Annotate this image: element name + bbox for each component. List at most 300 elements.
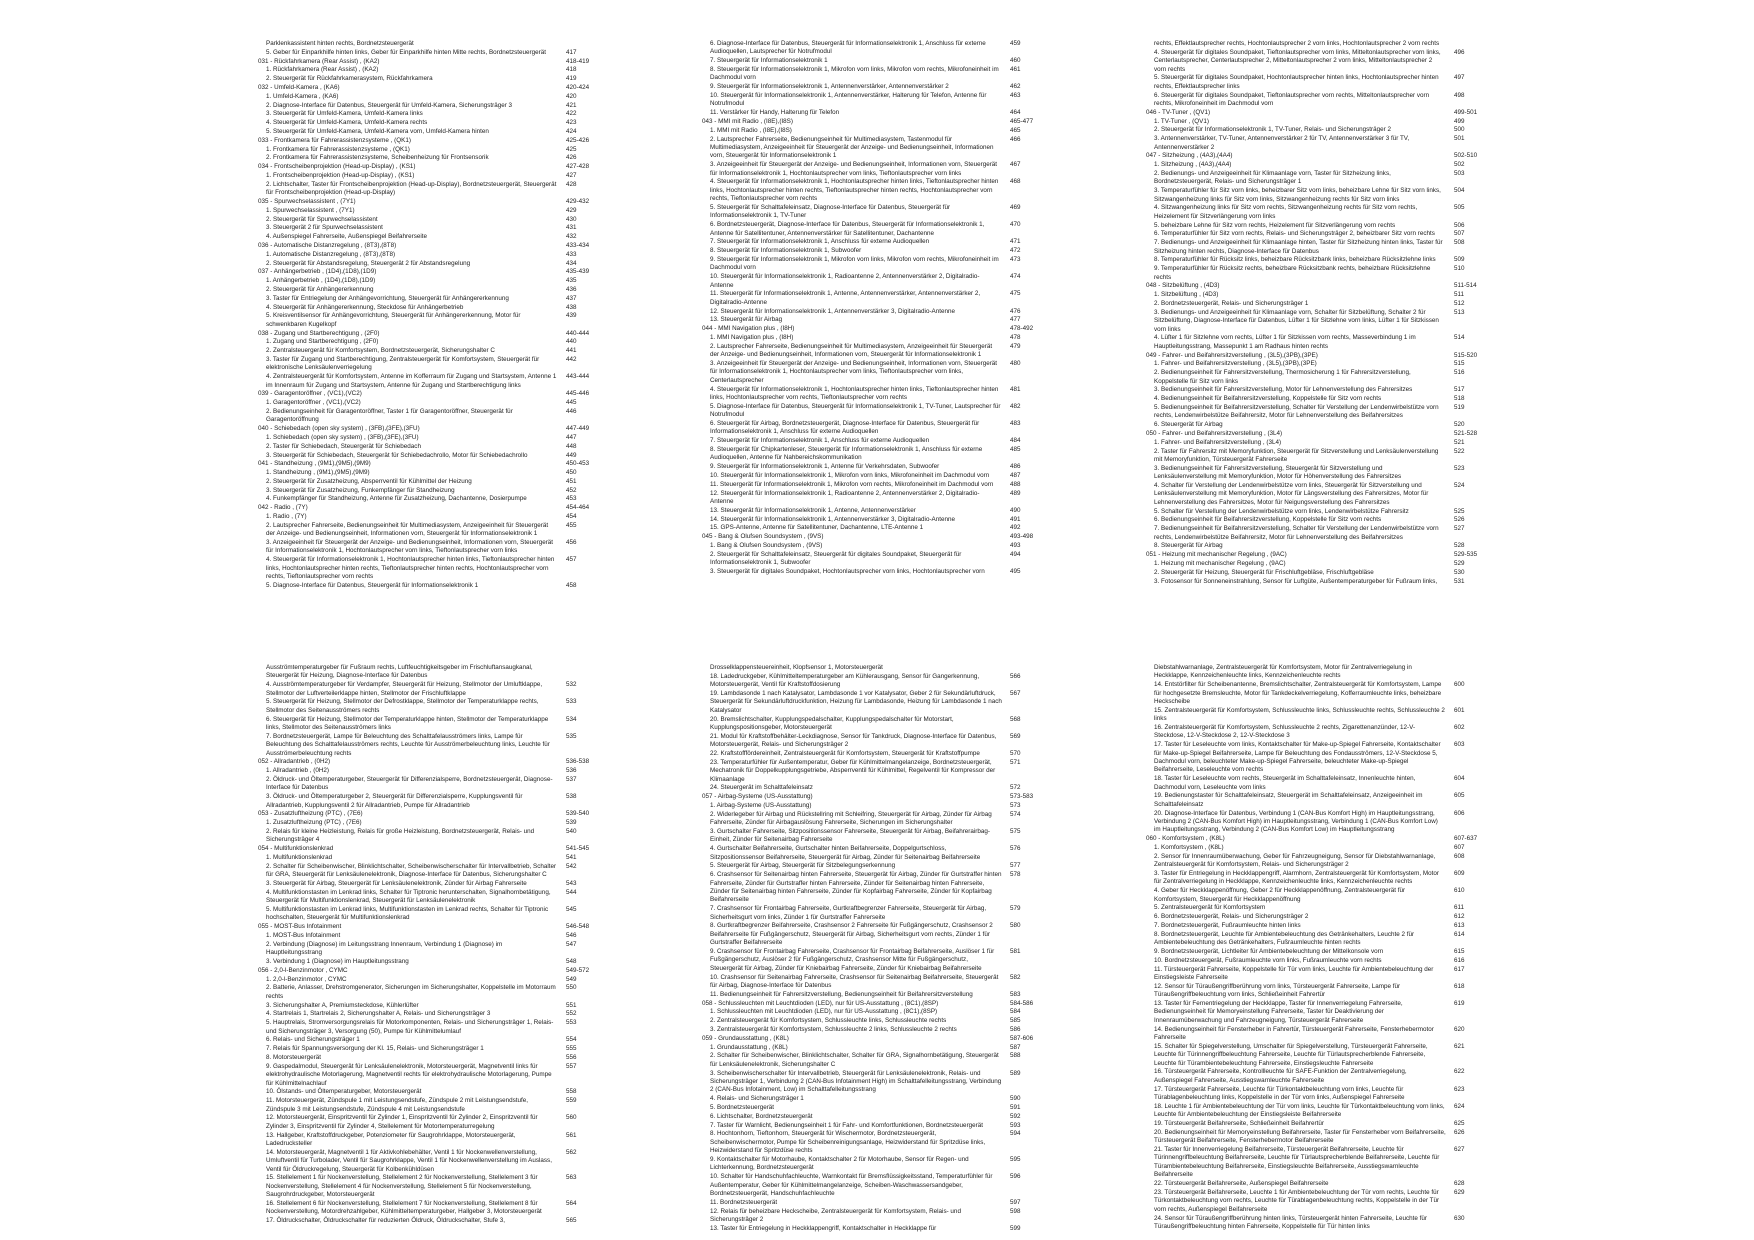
index-sub-entry: [258, 1114, 608, 1131]
index-section-heading: [258, 425, 608, 433]
index-sub-entry: [1146, 1129, 1496, 1146]
entry-text: 13. Hallgeber, Kraftstoffdruckgeber, Potenziometer für Saugrohrklappe, Motorsteuergerät, Ladedrucksteller: [266, 1131, 516, 1148]
entry-page-number: 507: [1454, 230, 1465, 238]
index-section-heading: [1146, 551, 1496, 559]
index-sub-entry: [702, 127, 1052, 135]
entry-text: 19. Lambdasonde 1 nach Katalysator, Lambdasonde 1 vor Katalysator, Geber 2 für Sekundärluftdruck, Steuergerät für Sekundärluftdruckfunktion, Heizung für Lambdasonde, Heizung für Lambdasonde 1 nach Katalysator: [710, 690, 1002, 714]
index-sub-entry: [1146, 161, 1496, 169]
entry-text: 2. Taster für Schiebedach, Steuergerät für Schiebedach: [266, 442, 421, 450]
entry-page-number: 595: [1010, 1156, 1021, 1164]
index-sub-entry: [258, 793, 608, 810]
entry-text: Ausströmtemperaturgeber für Fußraum rechts, Luftfeuchtigkeitsgeber im Frischluftansaugkanal, Steuergerät für Heizung, Diagnose-Interface für Datenbus: [266, 664, 533, 680]
index-sub-entry: [258, 889, 608, 906]
entry-page-number: 566: [1010, 672, 1021, 680]
entry-page-number: 602: [1454, 724, 1465, 732]
index-sub-entry: [1146, 404, 1496, 421]
entry-text: 18. Leuchte 1 für Ambientebeleuchtung der Tür vorn links, Leuchte für Türkontaktbeleuchtung vorn links, Leuchte für Ambientebeleuchtung der Einstiegsleiste Beifahrerseite: [1154, 1102, 1445, 1119]
entry-text: 10. Steuergerät für Informationselektronik 1, Antennenverstärker, Halterung für Telefon, Antenne für Notrufmodul: [710, 92, 987, 108]
entry-text: 3. Steuergerät für Airbag, Steuergerät für Lenksäulenelektronik, Zünder für Airbag Fahrerseite: [266, 880, 527, 888]
index-sub-entry: [258, 338, 608, 346]
entry-text: 7. Steuergerät für Informationselektronik 1, Anschluss für externe Audioquellen: [710, 437, 930, 445]
entry-text: 4. Geber für Heckklappenöffnung, Geber 2 für Heckklappenöffnung, Zentralsteuergerät für Komfortsystem, Steuergerät für Heckklappenöffnung: [1154, 887, 1406, 903]
index-sub-entry: [258, 1217, 608, 1225]
index-sub-entry: [258, 172, 608, 180]
index-sub-entry: [258, 399, 608, 407]
index-sub-entry: [258, 408, 608, 425]
index-sub-entry: [258, 469, 608, 477]
entry-text: 13. Steuergerät für Airbag: [710, 316, 783, 324]
index-sub-entry: [1146, 291, 1496, 299]
index-sub-entry: [1146, 239, 1496, 256]
entry-text: 1. Allradantrieb , (0H2): [266, 767, 329, 775]
entry-page-number: 519: [1454, 404, 1465, 411]
index-sub-entry: [702, 1199, 1052, 1207]
entry-page-number: 466: [1010, 135, 1021, 143]
entry-text: 22. Kraftstofffördereinheit, Zentralsteuergerät für Komfortsystem, Steuergerät für Kraftstoffpumpe: [710, 750, 980, 758]
entry-page-number: 587: [1010, 1043, 1021, 1051]
entry-text: 23. Temperaturfühler für Außentemperatur, Geber für Kühlmittelmangelanzeige, Bordnetzsteuergerät, Mechatronik für Doppelkupplungsgetriebe, Absperrventil für Kühlmittel, Regelventil für Kompressor der Klimaanlage: [710, 758, 996, 783]
entry-page-number: 493-498: [1010, 533, 1034, 541]
entry-text: 1. Fahrer- und Beifahrersitzverstellung , (3L4): [1154, 438, 1282, 446]
entry-text: 7. Bordnetzsteuergerät, Lampe für Beleuchtung des Schalttafelausströmers links, Lampe für Beleuchtung des Schalttafelausströmers rechts, Leuchte für Ausströmerbeleuchtung links, Leuchte für Ausströmerbeleuchtung rechts: [266, 732, 550, 757]
index-sub-entry: [258, 1132, 608, 1149]
index-column-top-middle: [702, 40, 1052, 577]
entry-text: 12. Relais für beheizbare Heckscheibe, Zentralsteuergerät für Komfortsystem, Relais- und Sicherungsträger 2: [710, 1207, 961, 1224]
entry-text: 3. Steuergerät für Schiebedach, Steuergerät für Schiebedachrollo, Motor für Schiebedachrollo: [266, 451, 528, 459]
index-sub-entry: [702, 1052, 1052, 1069]
entry-text: 4. Steuergerät für Informationselektronik 1, Hochtonlautsprecher hinten links, Tieftonlautsprecher hinten links, Hochtonlautsprecher vorn rechts, Tieftonlautsprecher vorn rechts: [710, 385, 999, 402]
entry-text: 1. Frontscheibenprojektion (Head-up-Display) , (KS1): [266, 171, 415, 179]
entry-text: 7. Steuergerät für Informationselektronik 1, Anschluss für externe Audioquellen: [710, 238, 930, 246]
entry-text: 6. Steuergerät für Heizung, Stellmotor der Temperaturklappe hinten, Stellmotor der Temperaturklappe links, Stellmotor des Seitenausströmers links: [266, 715, 549, 732]
entry-page-number: 630: [1454, 1214, 1465, 1222]
entry-page-number: 497: [1454, 74, 1465, 82]
index-sub-entry: [258, 681, 608, 698]
entry-page-number: 588: [1010, 1052, 1021, 1060]
entry-text: 6. Bordnetzsteuergerät, Relais- und Sicherungsträger 2: [1154, 913, 1309, 921]
entry-page-number: 574: [1010, 810, 1021, 818]
entry-text: 2. Steuergerät für Schalttafeleinsatz, Steuergerät für digitales Soundpaket, Steuergerät für Informationselektronik 1, Subwoofer: [710, 550, 962, 567]
entry-page-number: 582: [1010, 973, 1021, 981]
entry-text: 19. Bedienungstaster für Schalttafeleinsatz, Steuergerät im Schalttafeleinsatz, Anzeigeeinheit im Schalttafeleinsatz: [1154, 792, 1423, 808]
index-sub-entry: [702, 290, 1052, 307]
entry-page-number: 546: [566, 932, 577, 940]
entry-page-number: 512: [1454, 300, 1465, 307]
entry-page-number: 626: [1454, 1128, 1465, 1136]
entry-page-number: 465: [1010, 126, 1021, 134]
index-sub-entry: [702, 334, 1052, 342]
entry-page-number: 558: [566, 1088, 577, 1096]
index-sub-entry: [258, 906, 608, 923]
entry-page-number: 613: [1454, 922, 1465, 930]
index-sub-entry: [1146, 516, 1496, 524]
entry-text: 16. Zentralsteuergerät für Komfortsystem, Schlussleuchte 2 rechts, Zigarettenanzünder, 12-V-Steckdose, 12-V-Steckdose 2, 12-V-Steckdose 3: [1154, 724, 1416, 740]
entry-text: 10. Bordnetzsteuergerät, Fußraumleuchte vorn links, Fußraumleuchte vorn rechts: [1154, 956, 1382, 964]
entry-text: 5. Zentralsteuergerät für Komfortsystem: [1154, 904, 1266, 912]
entry-text: 3. Bedienungs- und Anzeigeeinheit für Klimaanlage vorn, Schalter für Sitzbelüftung, Schalter 2 für Sitzbelüftung, Diagnose-Interface für Datenbus, Lüfter 1 für Sitzlehne vorn links, Lüfter 1 für Sitzkissen vorn links: [1154, 308, 1439, 333]
index-sub-entry: [258, 522, 608, 539]
index-sub-entry: [258, 154, 608, 162]
entry-page-number: 623: [1454, 1085, 1465, 1093]
entry-page-number: 597: [1010, 1198, 1021, 1206]
index-sub-entry: [702, 472, 1052, 480]
entry-text: 4. Sitzwangenheizung links für Sitz vorn rechts, Sitzwangenheizung rechts für Sitz vorn rechts, Heizelement für Sitzverlängerung vorn links: [1154, 204, 1418, 220]
entry-text: 15. GPS-Antenne, Antenne für Satellitentuner, Dachantenne, LTE-Antenne 1: [710, 524, 924, 532]
entry-text: 5. Diagnose-Interface für Datenbus, Steuergerät für Informationselektronik 1, TV-Tuner, Lautsprecher für Notrufmodul: [710, 402, 1001, 419]
entry-text: 2. Steuergerät für Anhängererkennung: [266, 285, 374, 293]
entry-text: 20. Diagnose-Interface für Datenbus, Verbindung 1 (CAN-Bus Komfort High) im Hauptleitungsstrang, Verbindung 2 (CAN-Bus Komfort High) im Hauptleitungsstrang, Verbindung 1 (CAN-Bus Komfort Low) im Hauptleitungsstrang, Verbindung 2 (CAN-Bus Komfort Low) im Hauptleitungsstrang: [1154, 809, 1438, 834]
entry-page-number: 541-545: [566, 845, 590, 853]
entry-page-number: 501: [1454, 135, 1465, 143]
entry-text: 047 - Sitzheizung , (4A3),(4A4): [1146, 152, 1233, 160]
entry-page-number: 436: [566, 285, 577, 293]
entry-page-number: 536-538: [566, 758, 590, 766]
index-sub-entry: [1146, 844, 1496, 852]
entry-page-number: 521-528: [1454, 430, 1478, 437]
index-sub-entry: [1146, 170, 1496, 187]
index-sub-entry: [258, 1019, 608, 1036]
entry-page-number: 581: [1010, 948, 1021, 956]
index-column-bottom-right: [1146, 664, 1496, 1232]
index-sub-entry: [1146, 1146, 1496, 1180]
entry-page-number: 539: [566, 819, 577, 827]
entry-text: 17. Öldruckschalter, Öldruckschalter für reduzierten Öldruck, Öldruckschalter, Stufe 3,: [266, 1217, 506, 1225]
entry-text: 1. Frontkamera für Fahrerassistenzsysteme , (QK1): [266, 145, 410, 153]
entry-text: 2. Bordnetzsteuergerät, Relais- und Sicherungsträger 1: [1154, 300, 1309, 307]
entry-text: 3. Anzeigeeinheit für Steuergerät der Anzeige- und Bedienungseinheit, Informationen vorn, Steuergerät für Informationselektronik 1, Hochtonlautsprecher vorn links, Tieftonlautsprecher vorn links: [266, 539, 554, 555]
entry-page-number: 624: [1454, 1102, 1465, 1110]
entry-text: 2. Steuergerät für Spurwechselassistent: [266, 215, 378, 223]
entry-text: 4. Steuergerät für Informationselektronik 1, Hochtonlautsprecher hinten links, Tieftonlautsprecher hinten links, Hochtonlautsprecher hinten rechts, Tieftonlautsprecher hinten rechts, Hochtonlautsprecher vorn rechts, Tieftonlautsprecher vorn rechts: [710, 178, 999, 203]
entry-page-number: 522: [1454, 447, 1465, 455]
index-sub-entry: [1146, 118, 1496, 126]
entry-page-number: 491: [1010, 515, 1021, 523]
entry-text: 14. Entstörfilter für Scheibenantenne, Bremslichtschalter, Zentralsteuergerät für Komfortsystem, Lampe für hochgesetzte Bremsleuchte, Motor für Tankdeckelverriegelung, Kofferraumleuchte links, beheizbare Heckscheibe: [1154, 681, 1442, 706]
entry-page-number: 417: [566, 48, 577, 56]
entry-text: 9. Bordnetzsteuergerät, Lichtleiter für Ambientebeleuchtung der Mittelkonsole vorn: [1154, 948, 1384, 956]
index-sub-entry: [258, 295, 608, 303]
entry-page-number: 490: [1010, 506, 1021, 514]
index-sub-entry: [702, 905, 1052, 922]
index-sub-entry: [258, 452, 608, 460]
entry-text: 1. Grundausstattung , (K8L): [710, 1043, 788, 1051]
index-sub-entry: [702, 1026, 1052, 1034]
entry-page-number: 553: [566, 1019, 577, 1027]
entry-page-number: 554: [566, 1036, 577, 1044]
entry-text: 054 - Multifunktionslenkrad: [258, 845, 334, 853]
entry-page-number: 478: [1010, 334, 1021, 342]
entry-page-number: 575: [1010, 828, 1021, 836]
entry-text: 055 - MOST-Bus Infotainment: [258, 923, 342, 931]
entry-page-number: 447-449: [566, 425, 590, 433]
entry-page-number: 518: [1454, 395, 1465, 403]
entry-page-number: 453: [566, 495, 577, 503]
entry-text: 5. Steuergerät für Heizung, Stellmotor der Defrostklappe, Stellmotor der Temperaturklappe rechts, Stellmotor des Seitenausströmers rechts: [266, 698, 539, 714]
entry-page-number: 475: [1010, 290, 1021, 298]
index-sub-entry: [702, 1044, 1052, 1052]
entry-text: 5. Bordnetzsteuergerät: [710, 1104, 775, 1112]
entry-text: 1. Standheizung , (9M1),(9M5),(9M9): [266, 469, 370, 477]
entry-text: 13. Taster für Entriegelung in Heckklappengriff, Kontaktschalter in Heckklappe für: [710, 1224, 937, 1232]
index-section-heading: [258, 758, 608, 766]
entry-page-number: 560: [566, 1114, 577, 1122]
entry-page-number: 607: [1454, 844, 1465, 852]
index-sub-entry: [1146, 74, 1496, 91]
entry-text: 12. Steuergerät für Informationselektronik 1, Radioantenne 2, Antennenverstärker 2, Digitalradio-Antenne: [710, 489, 980, 506]
entry-page-number: 474: [1010, 273, 1021, 281]
entry-text: 4. Steuergerät für Informationselektronik 1, Hochtonlautsprecher hinten links, Tieftonlautsprecher hinten links, Hochtonlautsprecher hinten rechts, Tieftonlautsprecher hinten rechts, Hochtonlautsprecher vorn rechts, Tieftonlautsprecher vorn rechts: [266, 556, 555, 581]
entry-text: 15. Zentralsteuergerät für Komfortsystem, Schlussleuchte links, Schlussleuchte rechts, Schlussleuchte 2 links: [1154, 706, 1445, 723]
entry-text: 033 - Frontkamera für Fahrerassistenzsysteme , (QK1): [258, 136, 411, 144]
index-sub-entry: [702, 1017, 1052, 1025]
entry-page-number: 498: [1454, 91, 1465, 99]
index-column-top-right: [1146, 40, 1496, 586]
index-sub-entry: [1146, 386, 1496, 394]
entry-page-number: 499-501: [1454, 108, 1478, 116]
entry-text: 11. Verstärker für Handy, Halterung für Telefon: [710, 109, 840, 117]
entry-text: 043 - MMI mit Radio , (I8E),(I8S): [702, 118, 793, 125]
index-sub-entry: [702, 66, 1052, 83]
entry-text: 2. Lautsprecher Fahrerseite, Bedienungseinheit für Multimediasystem, Tastenmodul für Multimediasystem, Anzeigeeinheit für Steuergerät der Anzeige- und Bedienungseinheit, Informationen vorn, Steuergerät für Informationselektronik 1: [710, 135, 994, 160]
entry-text: 2. Widerlegeber für Airbag und Rückstellring mit Schleifring, Steuergerät für Airbag, Zünder für Airbag Fahrerseite, Zünder für Airbagauslösung Fahrerseite, Sicherungen im Sicherungshalter: [710, 810, 992, 827]
entry-page-number: 552: [566, 1010, 577, 1018]
index-sub-entry: [702, 1156, 1052, 1173]
index-sub-entry: [258, 216, 608, 224]
entry-page-number: 527: [1454, 525, 1465, 533]
entry-text: 3. Taster für Entriegelung der Anhängevorrichtung, Steuergerät für Anhängererkennung: [266, 294, 509, 302]
entry-text: 037 - Anhängerbetrieb , (1D4),(1D8),(1D9): [258, 268, 377, 276]
entry-page-number: 450: [566, 469, 577, 477]
entry-page-number: 531: [1454, 577, 1465, 585]
index-sub-entry: [702, 1070, 1052, 1095]
entry-text: 10. Ölstands- und Öltemperaturgeber, Motorsteuergerät: [266, 1088, 422, 1096]
entry-page-number: 529-535: [1454, 551, 1478, 559]
index-sub-entry: [258, 941, 608, 958]
index-section-heading: [258, 810, 608, 818]
index-sub-entry: [702, 664, 1052, 672]
index-sub-entry: [702, 420, 1052, 437]
entry-text: 2. Lautsprecher Fahrerseite, Bedienungseinheit für Multimediasystem, Anzeigeeinheit für Steuergerät der Anzeige- und Bedienungseinheit, Informationen vorn, Steuergerät für Informationselektronik 1: [266, 521, 549, 538]
entry-text: 041 - Standheizung , (9M1),(9M5),(9M9): [258, 460, 371, 468]
entry-text: 5. Hauptrelais, Stromversorgungsrelais für Motorkomponenten, Relais- und Sicherungsträger 1, Relais- und Sicherungsträger 3, Versorgung (50), Pumpe für Kühlmittelumlauf: [266, 1019, 554, 1035]
index-section-heading: [258, 504, 608, 512]
index-sub-entry: [258, 819, 608, 827]
index-sub-entry: [702, 733, 1052, 750]
entry-page-number: 439: [566, 312, 577, 320]
entry-page-number: 540: [566, 828, 577, 836]
index-section-heading: [1146, 352, 1496, 360]
entry-text: 7. Bedienungs- und Anzeigeeinheit für Klimaanlage hinten, Taster für Sitzheizung hinten links, Taster für Sitzheizung hinten rechts, Diagnose-Interface für Datenbus: [1154, 239, 1443, 255]
index-sub-entry: [258, 443, 608, 451]
entry-text: 052 - Allradantrieb , (0H2): [258, 758, 331, 766]
index-sub-entry: [702, 463, 1052, 471]
index-sub-entry: [1146, 870, 1496, 887]
entry-text: 5. Steuergerät für Umfeld-Kamera, Umfeld-Kamera vorn, Umfeld-Kamera hinten: [266, 127, 489, 135]
entry-page-number: 460: [1010, 57, 1021, 65]
entry-page-number: 589: [1010, 1069, 1021, 1077]
index-sub-entry: [1146, 395, 1496, 403]
entry-text: 4. Lüfter 1 für Sitzlehne vorn rechts, Lüfter 1 für Sitzkissen vorn rechts, Masseverbindung 1 im Hauptleitungsstrang, Massepunkt 1 am Radhaus hinten rechts: [1154, 334, 1416, 350]
entry-page-number: 614: [1454, 930, 1465, 938]
entry-text: 6. Steuergerät für digitales Soundpaket, Tieftonlautsprecher vorn rechts, Mitteltonlautsprecher vorn rechts, Mikrofoneinheit im Dachmodul vorn: [1154, 91, 1430, 108]
index-sub-entry: [1146, 741, 1496, 775]
entry-page-number: 611: [1454, 904, 1465, 912]
entry-page-number: 418: [566, 66, 577, 74]
index-sub-entry: [258, 478, 608, 486]
entry-page-number: 502: [1454, 161, 1465, 169]
entry-text: 2. Zentralsteuergerät für Komfortsystem, Schlussleuchte links, Schlussleuchte rechts: [710, 1017, 947, 1025]
entry-page-number: 606: [1454, 809, 1465, 817]
entry-text: 7. Taster für Warnlicht, Bedienungseinheit 1 für Fahr- und Komfortfunktionen, Bordnetzsteuergerät: [710, 1121, 984, 1129]
index-section-heading: [258, 460, 608, 468]
index-sub-entry: [258, 434, 608, 442]
entry-page-number: 572: [1010, 784, 1021, 792]
index-sub-entry: [258, 513, 608, 521]
entry-text: 034 - Frontscheibenprojektion (Head-up-Display) , (KS1): [258, 163, 416, 171]
index-sub-entry: [258, 664, 608, 681]
entry-page-number: 424: [566, 127, 577, 135]
index-sub-entry: [1146, 913, 1496, 921]
entry-text: 2. Bedienungs- und Anzeigeeinheit für Klimaanlage vorn, Taster für Sitzheizung links, Bordnetzsteuergerät, Relais- und Sicherungsträger 1: [1154, 170, 1391, 186]
entry-text: 5. Kreisventilsensor für Anhängevorrichtung, Steuergerät für Anhängererkennung, Motor für schwenkbaren Kugelkopf: [266, 312, 521, 328]
entry-text: 4. Multifunktionstasten im Lenkrad links, Schalter für Tiptronic herunterschalten, Signalhornbetätigung, Steuergerät für Multifunktionslenkrad, Steuergerät für Lenksäulenelektronik: [266, 888, 551, 905]
index-section-heading: [258, 137, 608, 145]
index-sub-entry: [258, 66, 608, 74]
entry-page-number: 549: [566, 975, 577, 983]
entry-text: 5. Diagnose-Interface für Datenbus, Steuergerät für Informationselektronik 1: [266, 581, 479, 589]
entry-page-number: 508: [1454, 239, 1465, 247]
entry-page-number: 596: [1010, 1173, 1021, 1181]
index-sub-entry: [258, 495, 608, 503]
entry-page-number: 520: [1454, 421, 1465, 429]
entry-page-number: 463: [1010, 92, 1021, 99]
entry-page-number: 609: [1454, 870, 1465, 878]
entry-text: 060 - Komfortsystem , (K8L): [1146, 835, 1225, 843]
entry-text: 045 - Bang & Olufsen Soundsystem , (9VS): [702, 533, 824, 541]
entry-text: 14. Bedienungseinheit für Fensterheber in Fahrertür, Türsteuergerät Fahrerseite, Fensterhebermotor Fahrerseite: [1154, 1025, 1434, 1042]
entry-text: 12. Sensor für Türaußengriffberührung vorn links, Türsteuergerät Fahrerseite, Lampe für Türaußengriffbeleuchtung vorn links, Schließeinheit Fahrertür: [1154, 982, 1401, 999]
entry-page-number: 593: [1010, 1121, 1021, 1129]
index-sub-entry: [1146, 40, 1496, 48]
entry-text: 039 - Garagentoröffner , (VC1),(VC2): [258, 390, 362, 398]
entry-page-number: 580: [1010, 922, 1021, 930]
entry-page-number: 486: [1010, 463, 1021, 471]
entry-text: 11. Steuergerät für Informationselektronik 1, Mikrofon vorn rechts, Mikrofoneinheit im Dachmodul vorn: [710, 480, 994, 488]
entry-text: 6. Diagnose-Interface für Datenbus, Steuergerät für Informationselektronik 1, Anschluss für externe Audioquellen, Lautsprecher für Notrufmodul: [710, 40, 986, 56]
entry-page-number: 509: [1454, 256, 1465, 264]
index-sub-entry: [702, 690, 1052, 715]
entry-page-number: 467: [1010, 161, 1021, 169]
index-sub-entry: [702, 1130, 1052, 1155]
entry-page-number: 517: [1454, 386, 1465, 394]
entry-text: 1. MMI Navigation plus , (I8H): [710, 334, 794, 342]
index-sub-entry: [258, 224, 608, 232]
index-sub-entry: [702, 673, 1052, 690]
index-sub-entry: [702, 551, 1052, 568]
index-sub-entry: [1146, 187, 1496, 204]
index-sub-entry: [1146, 334, 1496, 351]
entry-text: 8. Steuergerät für Informationselektronik 1, Subwoofer: [710, 247, 862, 255]
entry-text: 11. Bordnetzsteuergerät: [710, 1198, 778, 1206]
index-sub-entry: [258, 767, 608, 775]
index-sub-entry: [258, 356, 608, 373]
entry-page-number: 618: [1454, 982, 1465, 990]
index-section-heading: [702, 325, 1052, 333]
entry-text: 4. Funkempfänger für Standheizung, Antenne für Zusatzheizung, Dachantenne, Dosierpumpe: [266, 495, 527, 503]
entry-page-number: 615: [1454, 948, 1465, 956]
entry-page-number: 570: [1010, 750, 1021, 758]
entry-text: 3. Steuergerät 2 für Spurwechselassistent: [266, 224, 383, 232]
entry-page-number: 421: [566, 101, 577, 109]
entry-page-number: 448: [566, 442, 577, 450]
index-sub-entry: [258, 698, 608, 715]
index-sub-entry: [702, 109, 1052, 117]
entry-page-number: 500: [1454, 126, 1465, 134]
entry-text: 3. Verbindung 1 (Diagnose) im Hauptleitungsstrang: [266, 958, 409, 966]
entry-page-number: 583: [1010, 990, 1021, 998]
entry-page-number: 446: [566, 407, 577, 415]
index-sub-entry: [1146, 724, 1496, 741]
entry-page-number: 564: [566, 1200, 577, 1208]
index-sub-entry: [258, 251, 608, 259]
entry-page-number: 567: [1010, 690, 1021, 697]
entry-text: 7. Bordnetzsteuergerät, Fußraumleuchte hinten links: [1154, 922, 1301, 930]
entry-page-number: 625: [1454, 1120, 1465, 1128]
entry-page-number: 478-492: [1010, 325, 1034, 333]
index-sub-entry: [1146, 421, 1496, 429]
entry-page-number: 511: [1454, 291, 1465, 299]
index-sub-entry: [258, 880, 608, 888]
entry-page-number: 536: [566, 767, 577, 775]
entry-page-number: 546-548: [566, 923, 590, 931]
entry-text: 2. Sensor für Innenraumüberwachung, Geber für Fahrzeugneigung, Sensor für Diebstahlwarnanlage, Zentralsteuergerät für Komfortsystem, Relais- und Sicherungsträger 2: [1154, 852, 1436, 869]
entry-page-number: 450-453: [566, 460, 590, 468]
entry-page-number: 451: [566, 477, 577, 485]
index-sub-entry: [258, 102, 608, 110]
entry-page-number: 476: [1010, 307, 1021, 315]
entry-text: 7. Bedienungseinheit für Beifahrersitzverstellung, Schalter für Verstellung der Lendenwirbelstütze vorn rechts, Lendenwirbelstütze Beifahrersitz, Motor für Lehnenverstellung des Beifahrersitzes: [1154, 525, 1439, 541]
entry-text: 4. Steuergerät für Anhängererkennung, Steckdose für Anhängerbetrieb: [266, 303, 464, 311]
entry-page-number: 617: [1454, 965, 1465, 973]
entry-page-number: 505: [1454, 204, 1465, 212]
entry-text: 18. Taster für Leseleuchte vorn rechts, Steuergerät im Schalttafeleinsatz, Innenleuchte hinten, Dachmodul vorn, Leseleuchte vorn links: [1154, 775, 1416, 791]
index-section-heading: [258, 923, 608, 931]
index-sub-entry: [258, 716, 608, 733]
entry-page-number: 587-606: [1010, 1034, 1034, 1042]
index-sub-entry: [258, 146, 608, 154]
entry-page-number: 584: [1010, 1008, 1021, 1016]
entry-page-number: 423: [566, 119, 577, 127]
entry-page-number: 516: [1454, 369, 1465, 377]
index-sub-entry: [702, 784, 1052, 792]
entry-text: 1. Spurwechselassistent , (7Y1): [266, 206, 355, 214]
index-sub-entry: [1146, 265, 1496, 282]
index-sub-entry: [702, 343, 1052, 360]
index-sub-entry: [702, 1008, 1052, 1016]
entry-page-number: 576: [1010, 845, 1021, 853]
entry-text: 1. Automatische Distanzregelung , (8T3),(8T8): [266, 250, 396, 258]
index-sub-entry: [1146, 126, 1496, 134]
entry-page-number: 622: [1454, 1068, 1465, 1076]
entry-text: 10. Steuergerät für Informationselektronik 1, Radioantenne 2, Antennenverstärker 2, Digitalradio-Antenne: [710, 273, 980, 289]
entry-page-number: 477: [1010, 316, 1021, 324]
entry-page-number: 563: [566, 1174, 577, 1182]
entry-text: 3. Anzeigeeinheit für Steuergerät der Anzeige- und Bedienungseinheit, Informationen vorn, Steuergerät für Informationselektronik 1, Hochtonlautsprecher vorn links, Tieftonlautsprecher vorn links, Centerlautsprecher: [710, 360, 998, 384]
entry-text: 8. Steuergerät für Informationselektronik 1, Mikrofon vorn links, Mikrofon vorn rechts, Mikrofoneinheit im Dachmodul vorn: [710, 66, 999, 82]
index-sub-entry: [702, 386, 1052, 403]
entry-page-number: 425: [566, 145, 577, 153]
entry-text: 1. Anhängerbetrieb , (1D4),(1D8),(1D9): [266, 277, 376, 285]
